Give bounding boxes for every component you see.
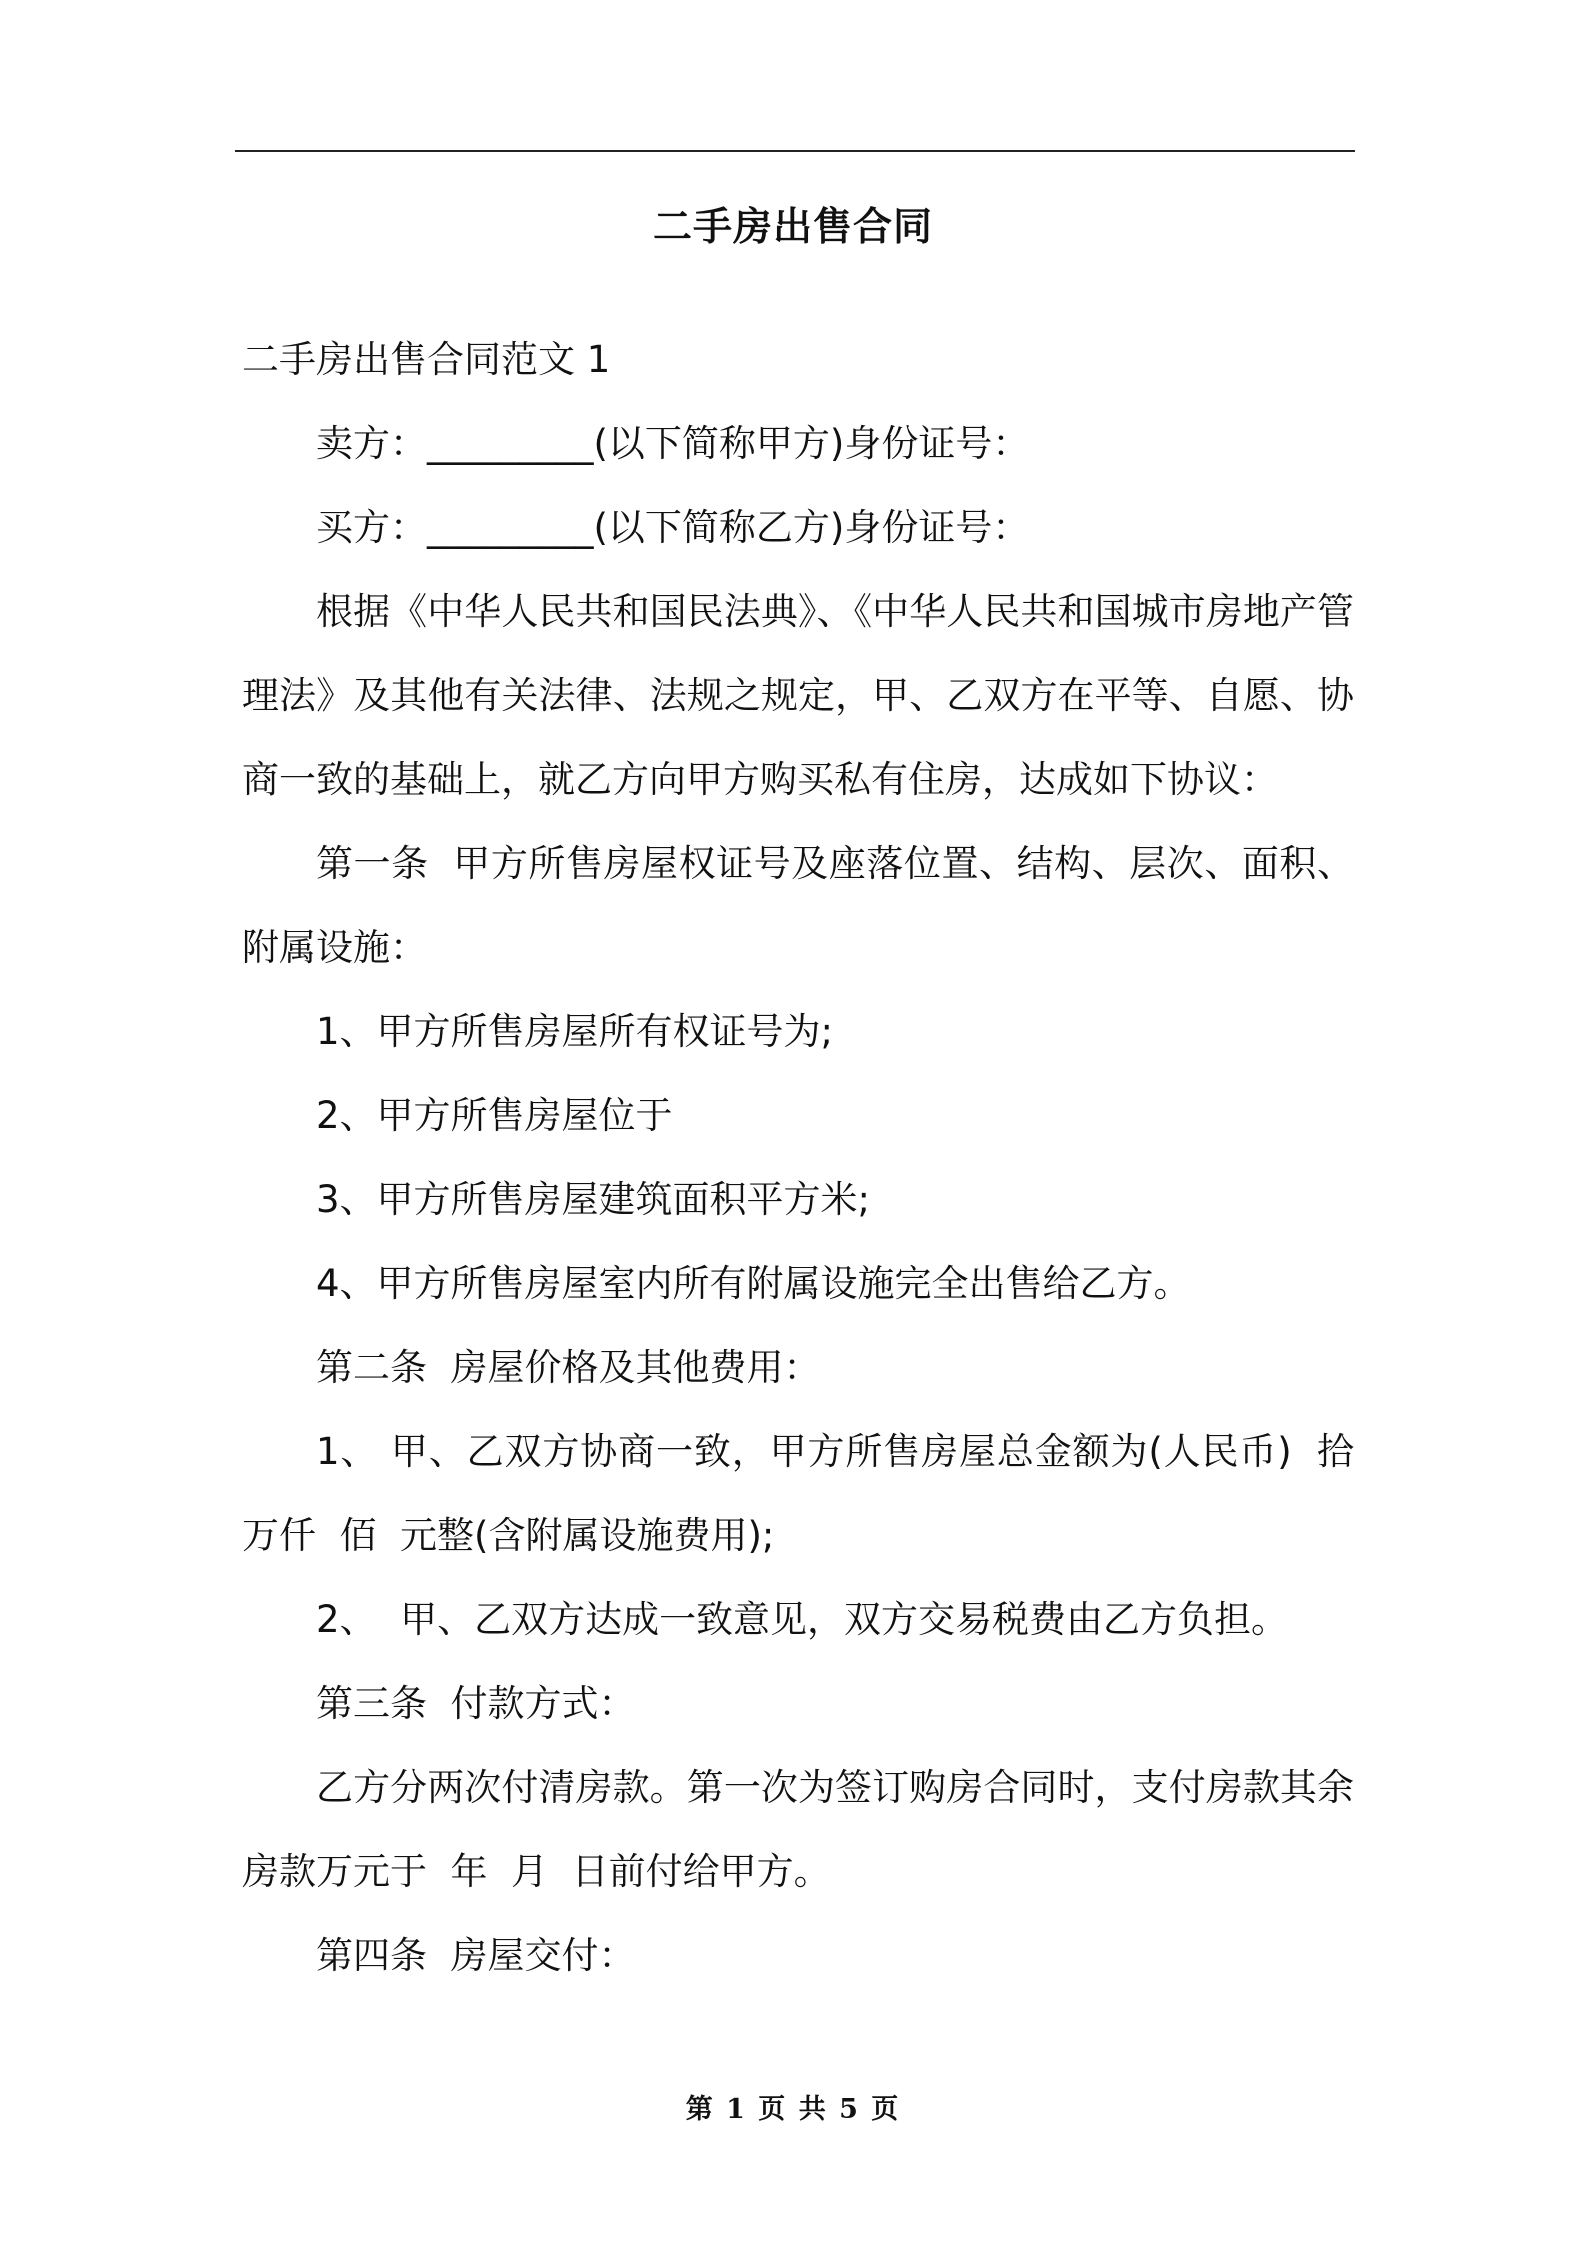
paragraph: 第四条 房屋交付： <box>316 1934 636 1977</box>
paragraph: 买方：_________(以下简称乙方)身份证号： <box>316 506 1030 549</box>
paragraph: 第二条 房屋价格及其他费用： <box>316 1346 821 1389</box>
header-rule <box>235 150 1355 152</box>
paragraph: 3、甲方所售房屋建筑面积平方米; <box>316 1178 871 1221</box>
paragraph: 二手房出售合同范文 1 <box>242 338 611 381</box>
document-title: 二手房出售合同 <box>652 205 933 250</box>
paragraph: 第三条 付款方式： <box>316 1682 636 1725</box>
paragraph: 1、 甲、乙双方协商一致，甲方所售房屋总金额为(人民币) 拾 万仟 佰 元整(含附属设施费用); <box>242 1430 1378 1557</box>
document-body <box>242 318 1378 1998</box>
paragraph: 2、甲方所售房屋位于 <box>316 1094 673 1137</box>
paragraph: 2、 甲、乙双方达成一致意见，双方交易税费由乙方负担。 <box>316 1598 1289 1641</box>
page-number: 第 1 页 共 5 页 <box>685 2094 901 2125</box>
paragraph: 4、甲方所售房屋室内所有附属设施完全出售给乙方。 <box>316 1262 1191 1305</box>
paragraph: 卖方：_________(以下简称甲方)身份证号： <box>316 422 1030 465</box>
paragraph: 根据《中华人民共和国民法典》、《中华人民共和国城市房地产管理法》及其他有关法律、法规之规定，甲、乙双方在平等、自愿、协商一致的基础上，就乙方向甲方购买私有住房，达成如下协议： <box>242 590 1354 801</box>
paragraph: 第一条 甲方所售房屋权证号及座落位置、结构、层次、面积、附属设施： <box>242 842 1354 969</box>
paragraph: 1、甲方所售房屋所有权证号为; <box>316 1010 834 1053</box>
paragraph: 乙方分两次付清房款。第一次为签订购房合同时，支付房款其余房款万元于 年 月 日前付给甲方。 <box>242 1766 1354 1893</box>
